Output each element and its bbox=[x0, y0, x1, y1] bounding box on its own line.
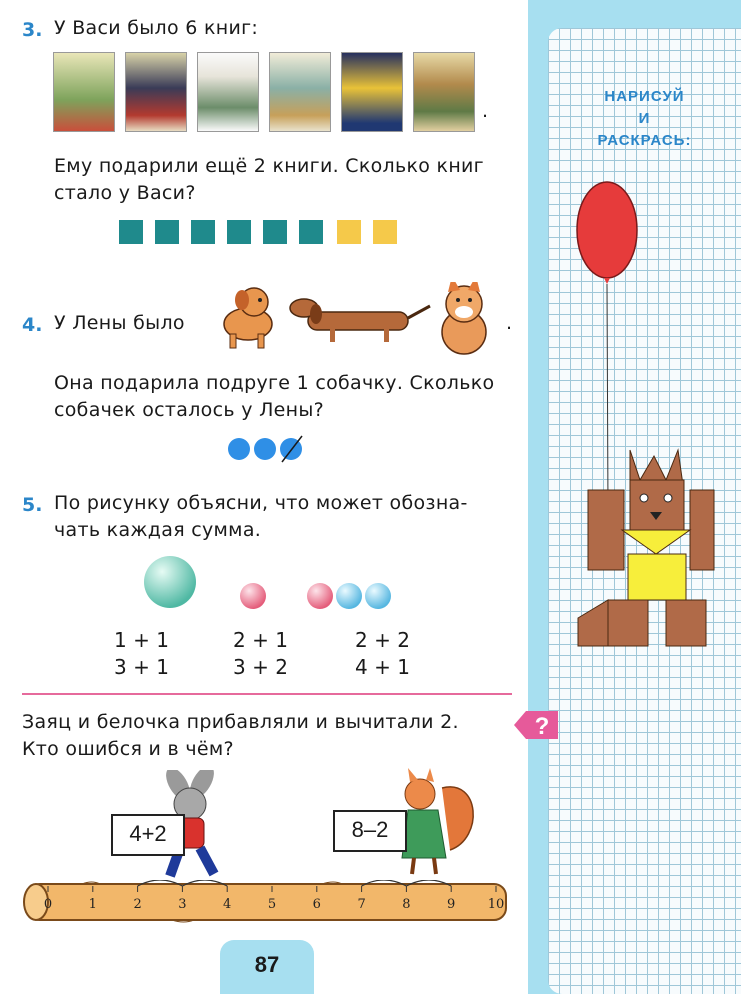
sum-expression: 2 + 1 bbox=[233, 628, 288, 652]
pink-ball bbox=[307, 583, 333, 609]
page-number: 87 bbox=[254, 952, 280, 977]
balls-illustration bbox=[140, 552, 400, 614]
teal-square bbox=[299, 220, 323, 244]
sidebar-title-line: НАРИСУЙ bbox=[604, 88, 685, 105]
book-cover-3 bbox=[197, 52, 259, 132]
task-4-period: . bbox=[506, 312, 513, 334]
task-5-line1: По рисунку объясни, что может обозна- bbox=[54, 492, 468, 514]
blue-ball bbox=[365, 583, 391, 609]
task-3-line3: стало у Васи? bbox=[54, 182, 196, 204]
ruler-tick-label: 2 bbox=[133, 897, 142, 912]
sum-expression: 2 + 2 bbox=[355, 628, 410, 652]
sum-expression: 1 + 1 bbox=[114, 628, 169, 652]
task-3-line1: У Васи было 6 книг: bbox=[54, 17, 259, 39]
yellow-square bbox=[337, 220, 361, 244]
blue-circle bbox=[254, 438, 276, 460]
book-cover-1 bbox=[53, 52, 115, 132]
sidebar-title-line: И bbox=[638, 110, 651, 127]
teal-square bbox=[191, 220, 215, 244]
task-4-line2: Она подарила подруге 1 собачку. Сколько bbox=[54, 372, 495, 394]
ruler-tick-label: 3 bbox=[178, 897, 187, 912]
book-row bbox=[53, 52, 473, 136]
teal-square bbox=[263, 220, 287, 244]
balloon-icon bbox=[577, 182, 637, 278]
pink-ball bbox=[240, 583, 266, 609]
ruler-tick-label: 10 bbox=[487, 897, 505, 912]
task-6-line2: Кто ошибся и в чём? bbox=[22, 738, 234, 760]
ruler-tick-label: 9 bbox=[447, 897, 456, 912]
ruler-tick-label: 1 bbox=[88, 897, 97, 912]
sum-expression: 3 + 1 bbox=[114, 655, 169, 679]
number-line-log bbox=[22, 880, 512, 924]
dogs-illustration bbox=[208, 282, 498, 358]
sum-expression: 3 + 2 bbox=[233, 655, 288, 679]
dog-puppy-icon bbox=[224, 288, 272, 348]
sum-expression: 4 + 1 bbox=[355, 655, 410, 679]
task-3-period: . bbox=[482, 100, 489, 122]
task-4-line3: собачек осталось у Лены? bbox=[54, 399, 325, 421]
blue-ball bbox=[336, 583, 362, 609]
ruler-tick-label: 6 bbox=[312, 897, 321, 912]
book-cover-2 bbox=[125, 52, 187, 132]
big-teal-ball bbox=[144, 556, 196, 608]
hare-sign: 4+2 bbox=[111, 814, 185, 856]
yellow-square bbox=[373, 220, 397, 244]
balloon-cat-drawing bbox=[574, 180, 720, 650]
task-6-line1: Заяц и белочка прибавляли и вычитали 2. bbox=[22, 711, 459, 733]
book-cover-5 bbox=[341, 52, 403, 132]
ruler-tick-label: 4 bbox=[223, 897, 232, 912]
cat-figure-icon bbox=[578, 450, 714, 646]
sidebar-title-line: РАСКРАСЬ: bbox=[597, 132, 692, 149]
task-3-line2: Ему подарили ещё 2 книги. Сколько книг bbox=[54, 155, 484, 177]
ruler-tick-label: 0 bbox=[43, 897, 53, 912]
ruler-tick-label: 7 bbox=[357, 897, 366, 912]
task-5-line2: чать каждая сумма. bbox=[54, 519, 262, 541]
question-mark-icon bbox=[514, 703, 558, 747]
task-3-number: 3. bbox=[22, 19, 43, 41]
dog-sitting-icon bbox=[442, 282, 486, 354]
teal-square bbox=[119, 220, 143, 244]
task-5-number: 5. bbox=[22, 494, 43, 516]
cross-out-stroke bbox=[278, 434, 308, 464]
task-4-number: 4. bbox=[22, 314, 43, 336]
blue-circle bbox=[228, 438, 250, 460]
ruler-tick-label: 5 bbox=[267, 897, 277, 912]
task-4-line1: У Лены было bbox=[54, 312, 185, 334]
question-mark: ? bbox=[534, 713, 550, 740]
squirrel-sign: 8–2 bbox=[333, 810, 407, 852]
book-cover-6 bbox=[413, 52, 475, 132]
book-cover-4 bbox=[269, 52, 331, 132]
teal-square bbox=[155, 220, 179, 244]
dog-dachshund-icon bbox=[290, 299, 430, 342]
sidebar-title bbox=[548, 86, 741, 152]
teal-square bbox=[227, 220, 251, 244]
section-divider bbox=[22, 693, 512, 695]
ruler-tick-label: 8 bbox=[402, 897, 411, 912]
